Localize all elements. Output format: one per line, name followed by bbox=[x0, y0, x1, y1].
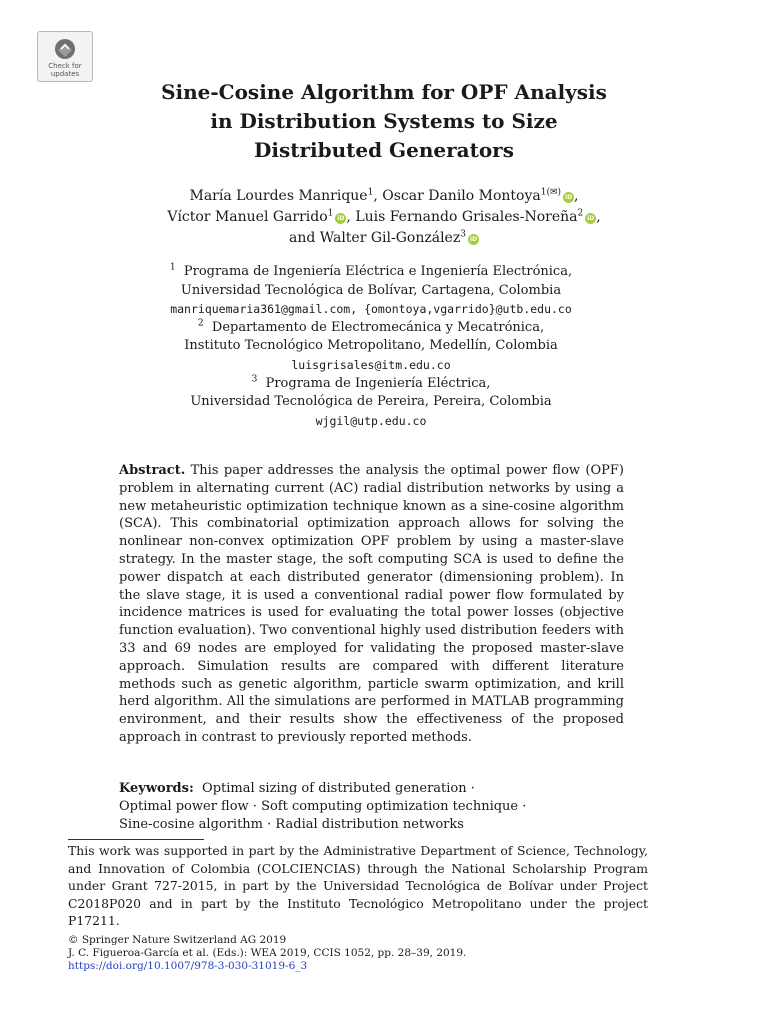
badge-text bbox=[38, 62, 92, 78]
affiliation-text: Departamento de Electromecánica y Mecatrónica, bbox=[211, 319, 545, 335]
author-name: Víctor Manuel Garrido bbox=[167, 209, 328, 225]
badge-line-2: updates bbox=[50, 70, 80, 78]
orcid-icon[interactable]: iD bbox=[337, 215, 345, 222]
affiliation-3-line-1 bbox=[0, 375, 742, 394]
doi-link[interactable]: https://doi.org/10.1007/978-3-030-31019-6_3 bbox=[68, 960, 308, 972]
paper-title: Sine-Cosine Algorithm for OPF Analysis in Distribution Systems to Size Distributed Generators bbox=[161, 80, 607, 162]
funding-footnote: This work was supported in part by the Administrative Department of Science, Technology, and Innovation of Colombia (COLCIENCIAS) through the National Scholarship Program under Grant 727-2015, in part by the Universidad Tecnológica de Bolívar under Project C2018P020 and in part by the Instituto Tecnológico Metropolitano under the project P17211. bbox=[68, 843, 648, 929]
citation-line: J. C. Figueroa-García et al. (Eds.): WEA 2019, CCIS 1052, pp. 28–39, 2019. bbox=[68, 947, 467, 959]
author-separator: , bbox=[574, 188, 579, 204]
affiliation-3-email[interactable]: wjgil@utp.edu.co bbox=[315, 413, 427, 428]
orcid-icon[interactable]: iD bbox=[565, 194, 573, 201]
author-list bbox=[0, 186, 768, 249]
author-affil-marker: 1 bbox=[327, 208, 334, 219]
affiliation-text: Programa de Ingeniería Eléctrica e Ingeniería Electrónica, bbox=[183, 264, 573, 279]
check-for-updates-badge[interactable] bbox=[37, 31, 93, 82]
affiliation-3-line-2: Universidad Tecnológica de Pereira, Pereira, Colombia bbox=[190, 394, 552, 410]
orcid-icon[interactable]: iD bbox=[469, 236, 477, 243]
affiliations bbox=[0, 263, 742, 430]
keywords bbox=[119, 780, 624, 833]
keywords-line-2: Optimal power flow · Soft computing optimization technique · bbox=[119, 798, 527, 814]
keywords-line-3: Sine-cosine algorithm · Radial distribution networks bbox=[119, 816, 464, 832]
author-name: Luis Fernando Grisales-Noreña bbox=[355, 209, 578, 225]
author-line-3 bbox=[0, 228, 768, 249]
affiliation-2-email[interactable]: luisgrisales@itm.edu.co bbox=[291, 357, 451, 372]
affiliation-1-email[interactable]: manriquemaria361@gmail.com, {omontoya,vgarrido}@utb.edu.co bbox=[170, 302, 572, 317]
footnote-rule bbox=[68, 839, 204, 840]
affiliation-marker: 2 bbox=[197, 318, 204, 329]
affiliation-2-line-1 bbox=[0, 319, 742, 338]
author-name: and Walter Gil-González bbox=[289, 230, 461, 246]
keywords-label: Keywords: bbox=[119, 781, 194, 796]
copyright-block bbox=[68, 934, 648, 973]
author-affil-marker: 1(✉) bbox=[540, 187, 562, 198]
affiliation-text: Programa de Ingeniería Eléctrica, bbox=[265, 375, 491, 391]
abstract bbox=[119, 462, 624, 747]
affiliation-marker: 3 bbox=[251, 374, 258, 385]
abstract-text: This paper addresses the analysis the optimal power flow (OPF) problem in alternating current (AC) radial distribution networks by using a new metaheuristic optimization technique known as a sine-cosine algorithm (SCA). This combinatorial optimization approach allows for solving the nonlinear non-convex optimization OPF problem by using a master-slave strategy. In the master stage, the soft computing SCA is used to define the power dispatch at each distributed generator (dimensioning problem). In the slave stage, it is used a conventional radial power flow formulated by incidence matrices is used for evaluating the total power losses (objective function evaluation). Two conventional highly used distribution feeders with 33 and 69 nodes are employed for validating the proposed master-slave approach. Simulation results are compared with different literature methods such as genetic algorithm, particle swarm optimization, and krill herd algorithm. All the simulations are performed in MATLAB programming environment, and their results show the effectiveness of the proposed approach in contrast to previously reported methods. bbox=[119, 463, 624, 745]
affiliation-1-line-2: Universidad Tecnológica de Bolívar, Cartagena, Colombia bbox=[180, 282, 562, 298]
author-name: Oscar Danilo Montoya bbox=[382, 188, 541, 204]
author-name: María Lourdes Manrique bbox=[189, 188, 368, 204]
author-line-1 bbox=[0, 186, 768, 207]
keywords-text: Optimal sizing of distributed generation · bbox=[202, 781, 475, 796]
affiliation-1-line-1 bbox=[0, 263, 742, 282]
author-affil-marker: 3 bbox=[460, 229, 466, 240]
author-separator: , bbox=[346, 209, 356, 225]
orcid-icon[interactable]: iD bbox=[587, 215, 595, 222]
check-for-updates-icon bbox=[54, 38, 76, 60]
copyright-line: © Springer Nature Switzerland AG 2019 bbox=[68, 934, 287, 946]
keywords-line-1 bbox=[119, 780, 624, 798]
affiliation-2-line-2: Instituto Tecnológico Metropolitano, Medellín, Colombia bbox=[184, 338, 558, 354]
badge-line-1: Check for bbox=[48, 62, 82, 70]
author-separator: , bbox=[373, 188, 383, 204]
abstract-label: Abstract. bbox=[119, 463, 186, 478]
author-affil-marker: 2 bbox=[577, 208, 584, 219]
author-affil-marker: 1 bbox=[367, 187, 374, 198]
author-line-2 bbox=[0, 207, 768, 228]
author-separator: , bbox=[596, 209, 601, 225]
affiliation-marker: 1 bbox=[169, 262, 176, 273]
